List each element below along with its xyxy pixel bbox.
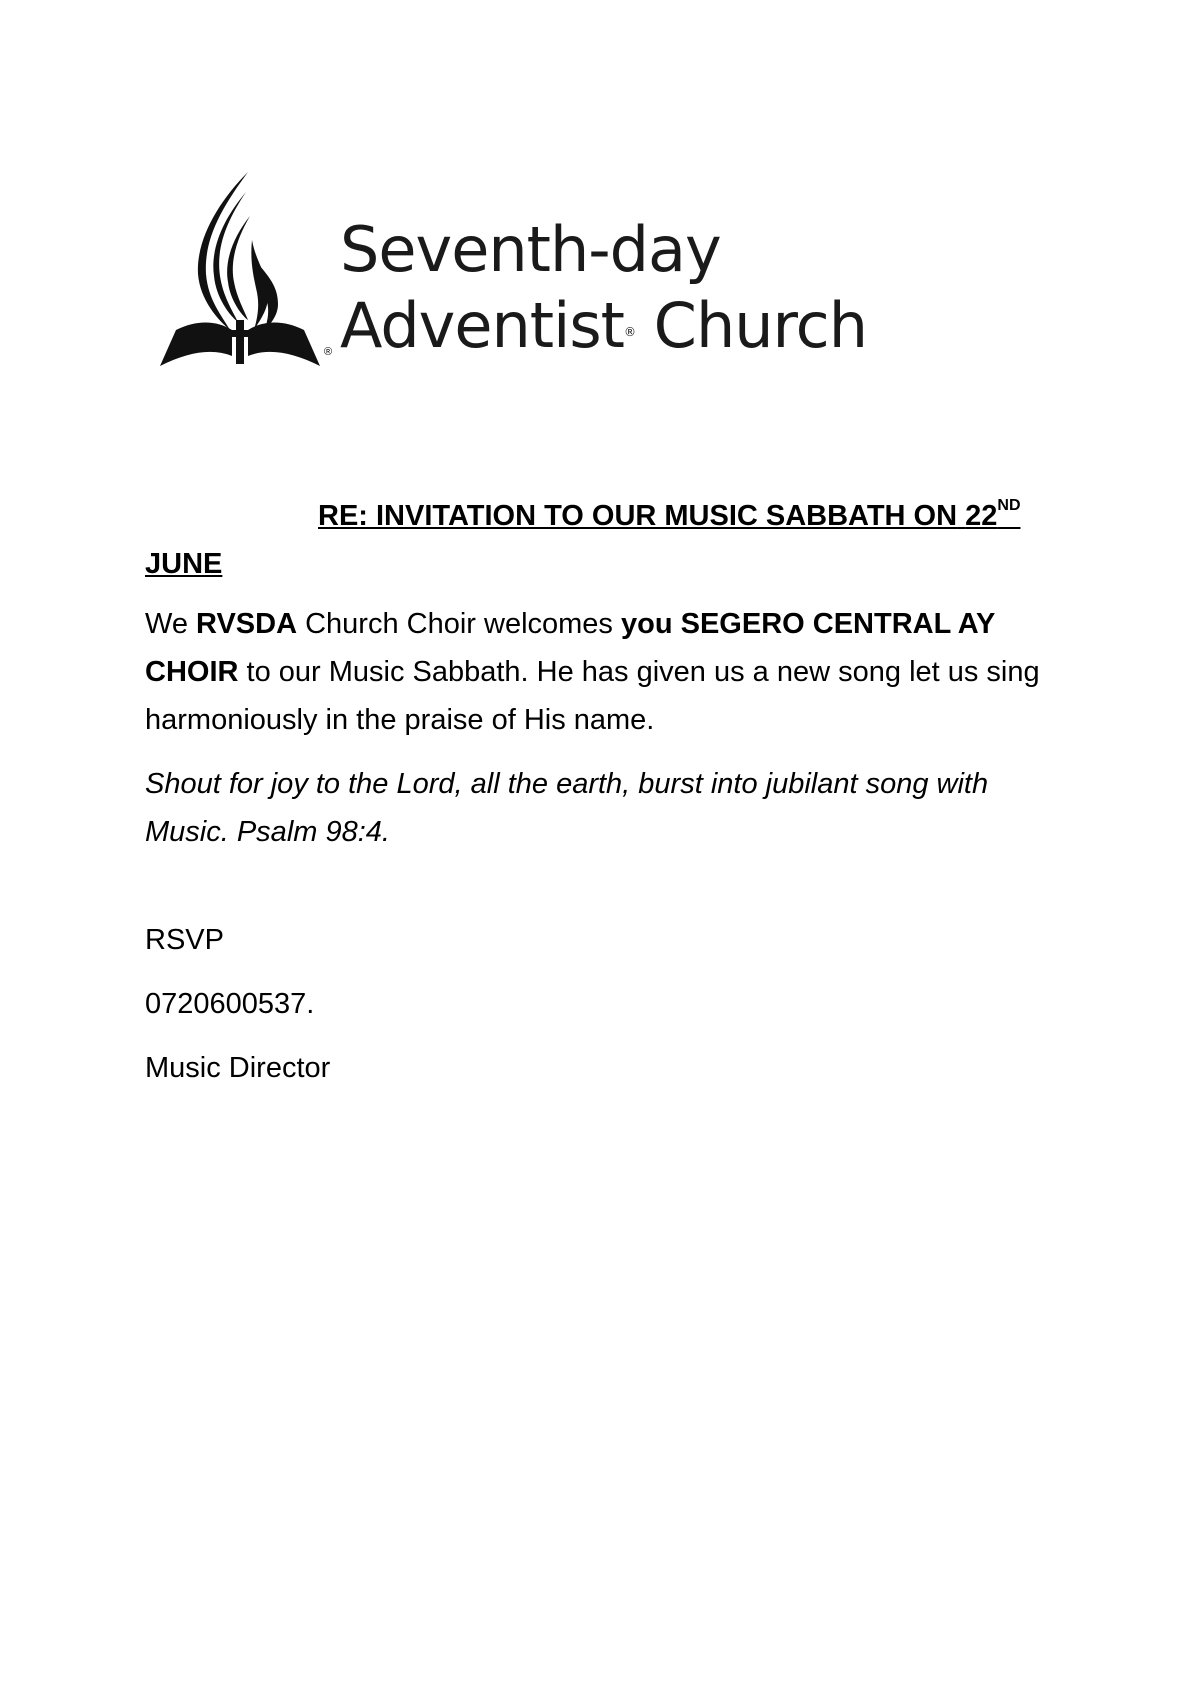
welcome-paragraph <box>145 600 1075 744</box>
church-name: RVSDA <box>196 608 298 640</box>
rsvp-phone: 0720600537. <box>145 988 315 1020</box>
letter-heading <box>145 492 1075 588</box>
rsvp-title: Music Director <box>145 1052 331 1084</box>
heading-day-suffix: ND <box>997 497 1021 515</box>
rsvp-label: RSVP <box>145 924 224 956</box>
logo-icon-registered-mark: ® <box>324 346 333 358</box>
logo-wordmark <box>340 212 867 364</box>
welcome-mid: Church Choir welcomes <box>297 608 621 640</box>
flame-bible-icon <box>160 170 320 370</box>
guest-choir: you SEGERO CENTRAL AY CHOIR <box>145 608 995 688</box>
heading-line-1: RE: INVITATION TO OUR MUSIC SABBATH ON <box>318 500 958 532</box>
logo-line-2b: Church <box>634 289 868 362</box>
welcome-rest: to our Music Sabbath. He has given us a new song let us sing harmoniously in the praise of His name. <box>145 656 1040 736</box>
welcome-we: We <box>145 608 197 640</box>
heading-month: JUNE <box>145 548 223 580</box>
logo-line-2a: Adventist <box>340 289 624 362</box>
scripture-verse: Shout for joy to the Lord, all the earth, burst into jubilant song with Music. Psalm 98:4. <box>145 768 989 848</box>
logo-line-1: Seventh-day <box>340 213 721 286</box>
logo-line-2 <box>340 288 867 364</box>
heading-day: 22 <box>965 500 998 532</box>
logo-registered-mark: ® <box>623 325 635 339</box>
letter-body <box>145 492 1075 1108</box>
church-logo <box>160 170 868 370</box>
